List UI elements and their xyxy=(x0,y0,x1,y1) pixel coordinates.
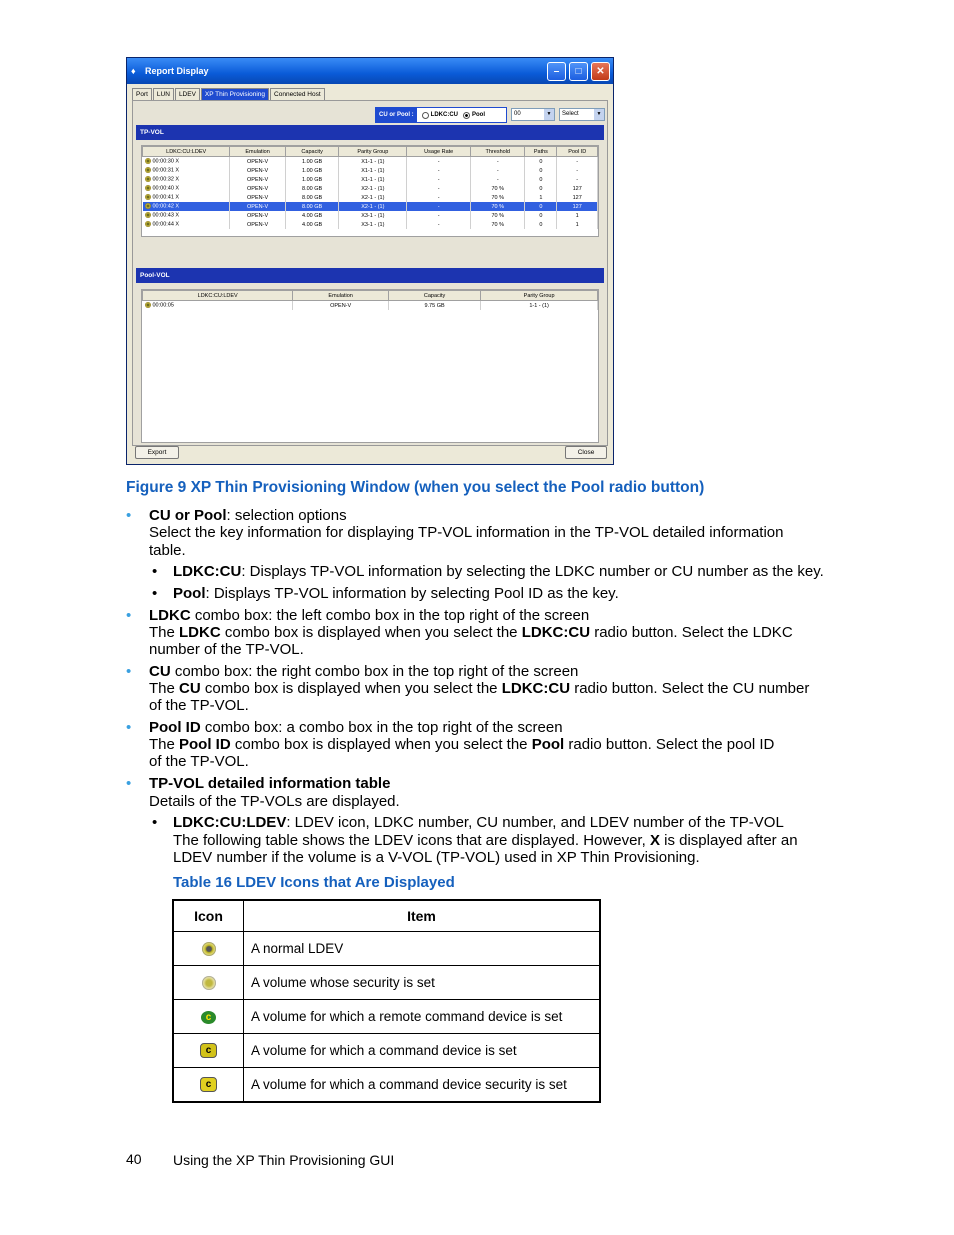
ldev-icon xyxy=(145,212,151,218)
table-cell: 1 xyxy=(557,211,598,220)
ldev-icon xyxy=(145,194,151,200)
body-text xyxy=(149,624,793,641)
tab-xp-thin-provisioning[interactable]: XP Thin Provisioning xyxy=(201,88,269,100)
radio-ldkc-cu[interactable] xyxy=(422,112,458,119)
table-cell: 8.00 GB xyxy=(285,202,339,211)
table-cell: - xyxy=(557,175,598,184)
table-cell: 00:00:30 X xyxy=(143,157,230,167)
table-cell: - xyxy=(407,157,471,167)
command-device-security-icon: c xyxy=(200,1077,217,1092)
ldkc-combo[interactable] xyxy=(511,108,555,121)
table-row[interactable] xyxy=(143,202,598,211)
table-cell: OPEN-V xyxy=(230,220,286,229)
icon-cell xyxy=(173,966,244,1000)
table-cell: - xyxy=(407,220,471,229)
table-cell: X2-1 - (1) xyxy=(339,184,407,193)
term: Pool xyxy=(173,585,206,602)
table-row[interactable] xyxy=(143,157,598,167)
table-row[interactable] xyxy=(143,193,598,202)
table-cell: 00:00:44 X xyxy=(143,220,230,229)
table-cell: 00:00:40 X xyxy=(143,184,230,193)
tpvol-table-item: TP-VOL detailed information table xyxy=(149,775,391,792)
poolvol-section-header: Pool-VOL xyxy=(136,268,604,283)
column-header[interactable]: Parity Group xyxy=(481,291,598,301)
table-cell: 70 % xyxy=(471,193,525,202)
table-cell: 00:00:41 X xyxy=(143,193,230,202)
table-cell: 70 % xyxy=(471,202,525,211)
term-desc: combo box: the left combo box in the top right of the screen xyxy=(190,607,590,624)
term: LDKC:CU xyxy=(521,624,591,641)
table-cell: 00:00:43 X xyxy=(143,211,230,220)
term: LDKC:CU:LDEV xyxy=(173,814,287,831)
term-desc: combo box: a combo box in the top right of the screen xyxy=(200,719,563,736)
radio-pool-label: Pool xyxy=(472,112,485,118)
text: combo box is displayed when you select the xyxy=(200,680,502,697)
table-cell: 9.75 GB xyxy=(388,301,480,311)
column-header[interactable]: Pool ID xyxy=(557,147,598,157)
poolvol-table xyxy=(142,290,598,310)
text: combo box is displayed when you select the xyxy=(230,736,532,753)
table-row xyxy=(173,1034,600,1068)
term-desc: : Displays TP-VOL information by selecting Pool ID as the key. xyxy=(205,585,619,602)
table-cell: 0 xyxy=(525,202,557,211)
ldev-icon xyxy=(145,176,151,182)
table-row xyxy=(173,966,600,1000)
ldev-icon xyxy=(145,221,151,227)
term: LDKC:CU xyxy=(173,563,242,580)
column-header[interactable]: Capacity xyxy=(388,291,480,301)
term: LDKC xyxy=(149,607,191,624)
table-16-title: Table 16 LDEV Icons that Are Displayed xyxy=(173,874,455,891)
report-display-window xyxy=(126,57,614,465)
column-header[interactable]: Parity Group xyxy=(339,147,407,157)
body-text: of the TP-VOL. xyxy=(149,697,249,714)
ldev-icon xyxy=(145,167,151,173)
minimize-icon[interactable]: – xyxy=(547,62,566,81)
table-cell: 8.00 GB xyxy=(285,193,339,202)
table-cell: OPEN-V xyxy=(230,202,286,211)
sub-bullet-marker: • xyxy=(152,814,158,831)
table-cell: OPEN-V xyxy=(230,157,286,167)
term: Pool xyxy=(531,736,565,753)
cu-or-pool-selector xyxy=(375,107,507,123)
term-desc: combo box: the right combo box in the top right of the screen xyxy=(170,663,579,680)
body-text: of the TP-VOL. xyxy=(149,753,249,770)
table-row[interactable] xyxy=(143,301,598,311)
ldev-icon xyxy=(145,185,151,191)
table-cell: X1-1 - (1) xyxy=(339,166,407,175)
ldev-icon xyxy=(145,302,151,308)
ldev-icon xyxy=(145,158,151,164)
ldev-icon xyxy=(145,203,151,209)
table-cell: 1 xyxy=(525,193,557,202)
ldkc-cu-ldev-item xyxy=(173,814,784,831)
table-cell: 0 xyxy=(525,175,557,184)
ldkc-combo-value: 00 xyxy=(514,111,521,117)
text: The xyxy=(149,736,180,753)
table-cell: OPEN-V xyxy=(230,166,286,175)
table-cell: 00:00:42 X xyxy=(143,202,230,211)
body-text: Select the key information for displaying TP-VOL information in the TP-VOL detailed information xyxy=(149,524,784,541)
radio-ldkc-cu-label: LDKC:CU xyxy=(430,112,458,118)
security-volume-icon xyxy=(202,976,216,990)
radio-pool-dot[interactable] xyxy=(463,112,470,119)
table-row xyxy=(173,1068,600,1103)
table-row[interactable] xyxy=(143,166,598,175)
table-cell: - xyxy=(407,166,471,175)
table-cell: - xyxy=(557,157,598,167)
ldev-icons-table xyxy=(172,899,601,1103)
table-cell: 1.00 GB xyxy=(285,157,339,167)
table-cell: OPEN-V xyxy=(230,211,286,220)
table-row[interactable] xyxy=(143,175,598,184)
table-cell: 00:00:05 xyxy=(143,301,293,311)
term-desc: : selection options xyxy=(226,507,347,524)
table-cell: - xyxy=(407,202,471,211)
table-cell: 0 xyxy=(525,220,557,229)
footer-section: Using the XP Thin Provisioning GUI xyxy=(173,1152,395,1168)
text: The xyxy=(149,680,180,697)
chevron-down-icon[interactable]: ▼ xyxy=(594,109,604,120)
table-cell: 4.00 GB xyxy=(285,220,339,229)
column-header[interactable]: Capacity xyxy=(285,147,339,157)
item-cell: A volume for which a command device is set xyxy=(244,1034,601,1068)
table-cell: OPEN-V xyxy=(293,301,389,311)
table-cell: X2-1 - (1) xyxy=(339,202,407,211)
table-cell: 0 xyxy=(525,166,557,175)
figure-caption: Figure 9 XP Thin Provisioning Window (when you select the Pool radio button) xyxy=(126,479,705,496)
table-cell: X1-1 - (1) xyxy=(339,157,407,167)
text: radio button. Select the CU number xyxy=(570,680,810,697)
table-cell: 00:00:32 X xyxy=(143,175,230,184)
text: is displayed after an xyxy=(659,832,798,849)
table-cell: 1-1 - (1) xyxy=(481,301,598,311)
app-icon: ♦ xyxy=(131,66,136,76)
icon-cell xyxy=(173,932,244,966)
radio-ldkc-cu-dot[interactable] xyxy=(422,112,429,119)
table-cell: - xyxy=(407,211,471,220)
table-cell: - xyxy=(471,157,525,167)
remote-command-device-icon: c xyxy=(201,1011,216,1024)
table-cell: - xyxy=(557,166,598,175)
table-cell: 127 xyxy=(557,193,598,202)
chevron-down-icon[interactable]: ▼ xyxy=(544,109,554,120)
table-cell: X3-1 - (1) xyxy=(339,211,407,220)
column-header[interactable]: Usage Rate xyxy=(407,147,471,157)
table-cell: - xyxy=(407,193,471,202)
pool-id-combo-item xyxy=(149,719,563,736)
body-text xyxy=(149,736,774,753)
body-text: table. xyxy=(149,542,186,559)
column-header[interactable]: Emulation xyxy=(293,291,389,301)
text: radio button. Select the LDKC xyxy=(590,624,793,641)
button-bar xyxy=(127,446,613,460)
bullet-marker: • xyxy=(126,719,132,736)
table-cell: - xyxy=(407,184,471,193)
table-cell: - xyxy=(471,166,525,175)
close-button[interactable]: Close xyxy=(565,446,607,459)
term: Pool ID xyxy=(179,736,231,753)
bullet-marker: • xyxy=(126,507,132,524)
table-row xyxy=(173,1000,600,1034)
body-text: LDEV number if the volume is a V-VOL (TP-VOL) used in XP Thin Provisioning. xyxy=(173,849,700,866)
column-header[interactable]: Threshold xyxy=(471,147,525,157)
tpvol-table-area xyxy=(141,145,599,237)
window-titlebar xyxy=(127,58,613,84)
command-device-icon: c xyxy=(200,1043,217,1058)
table-cell: 70 % xyxy=(471,220,525,229)
table-cell: 8.00 GB xyxy=(285,184,339,193)
table-cell: 00:00:31 X xyxy=(143,166,230,175)
tab-port[interactable]: Port xyxy=(132,88,152,100)
pool-id-combo-value: Select xyxy=(562,111,579,117)
export-button[interactable]: Export xyxy=(135,446,179,459)
table-cell: 1.00 GB xyxy=(285,175,339,184)
sub-bullet-marker: • xyxy=(152,563,158,580)
table-cell: 0 xyxy=(525,157,557,167)
poolvol-table-area xyxy=(141,289,599,443)
item-cell: A volume whose security is set xyxy=(244,966,601,1000)
table-cell: 0 xyxy=(525,184,557,193)
table-cell: X3-1 - (1) xyxy=(339,220,407,229)
column-header[interactable]: Paths xyxy=(525,147,557,157)
window-title: Report Display xyxy=(145,66,209,76)
maximize-icon[interactable]: □ xyxy=(569,62,588,81)
key-label: CU or Pool : xyxy=(376,108,417,122)
bullet-marker: • xyxy=(126,607,132,624)
tab-bar xyxy=(132,88,326,100)
ldkc-cu-item xyxy=(173,563,824,580)
ldkc-combo-item xyxy=(149,607,589,624)
term: Pool ID xyxy=(149,719,201,736)
column-header[interactable]: LDKC:CU:LDEV xyxy=(143,291,293,301)
column-header[interactable]: LDKC:CU:LDEV xyxy=(143,147,230,157)
sub-bullet-marker: • xyxy=(152,585,158,602)
item-cell: A volume for which a command device security is set xyxy=(244,1068,601,1103)
term: LDKC:CU xyxy=(501,680,571,697)
table-cell: - xyxy=(407,175,471,184)
table-cell: 1.00 GB xyxy=(285,166,339,175)
text: The xyxy=(149,624,180,641)
col-item-header: Item xyxy=(244,900,601,932)
body-text xyxy=(173,832,798,849)
table-cell: X1-1 - (1) xyxy=(339,175,407,184)
table-cell: OPEN-V xyxy=(230,184,286,193)
term-desc: : LDEV icon, LDKC number, CU number, and LDEV number of the TP-VOL xyxy=(286,814,784,831)
text: radio button. Select the pool ID xyxy=(564,736,775,753)
table-cell: 4.00 GB xyxy=(285,211,339,220)
table-cell: OPEN-V xyxy=(230,175,286,184)
text: The following table shows the LDEV icons that are displayed. However, xyxy=(173,832,650,849)
table-header-row xyxy=(173,900,600,932)
body-text: number of the TP-VOL. xyxy=(149,641,304,658)
table-cell: 127 xyxy=(557,202,598,211)
table-row[interactable] xyxy=(143,184,598,193)
term: X xyxy=(649,832,660,849)
tab-connected-host[interactable]: Connected Host xyxy=(270,88,325,100)
tab-panel xyxy=(132,100,608,446)
tpvol-table xyxy=(142,146,598,229)
close-icon[interactable]: ✕ xyxy=(591,62,610,81)
term: CU xyxy=(149,663,171,680)
body-text: Details of the TP-VOLs are displayed. xyxy=(149,793,400,810)
bullet-marker: • xyxy=(126,663,132,680)
col-icon-header: Icon xyxy=(173,900,244,932)
table-row xyxy=(173,932,600,966)
table-cell: - xyxy=(471,175,525,184)
icon-cell xyxy=(173,1034,244,1068)
term-desc: : Displays TP-VOL information by selecting the LDKC number or CU number as the key. xyxy=(241,563,824,580)
icon-cell xyxy=(173,1000,244,1034)
normal-ldev-icon xyxy=(202,942,216,956)
column-header[interactable]: Emulation xyxy=(230,147,286,157)
term: CU xyxy=(179,680,201,697)
table-cell: OPEN-V xyxy=(230,193,286,202)
radio-pool[interactable] xyxy=(463,112,485,119)
bullet-marker: • xyxy=(126,775,132,792)
table-cell: 70 % xyxy=(471,211,525,220)
table-row[interactable] xyxy=(143,211,598,220)
table-row[interactable] xyxy=(143,220,598,229)
table-cell: 0 xyxy=(525,211,557,220)
text: combo box is displayed when you select the xyxy=(220,624,522,641)
item-cell: A volume for which a remote command device is set xyxy=(244,1000,601,1034)
tab-lun[interactable]: LUN xyxy=(153,88,174,100)
table-cell: 70 % xyxy=(471,184,525,193)
table-cell: 127 xyxy=(557,184,598,193)
term: LDKC xyxy=(179,624,221,641)
icon-cell xyxy=(173,1068,244,1103)
page-number: 40 xyxy=(126,1151,142,1167)
item-cell: A normal LDEV xyxy=(244,932,601,966)
table-cell: X2-1 - (1) xyxy=(339,193,407,202)
tab-ldev[interactable]: LDEV xyxy=(175,88,200,100)
pool-id-combo[interactable] xyxy=(559,108,605,121)
cu-or-pool-item xyxy=(149,507,347,524)
body-text xyxy=(149,680,809,697)
term: CU or Pool xyxy=(149,507,227,524)
cu-combo-item xyxy=(149,663,578,680)
tpvol-section-header: TP-VOL xyxy=(136,125,604,140)
table-cell: 1 xyxy=(557,220,598,229)
pool-item xyxy=(173,585,619,602)
